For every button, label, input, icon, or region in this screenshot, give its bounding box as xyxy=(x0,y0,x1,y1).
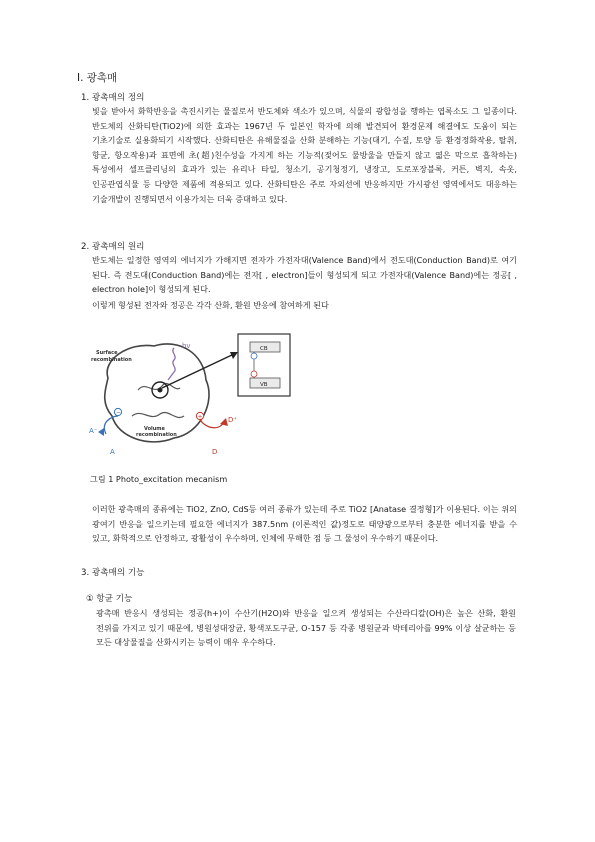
a-minus-label: A⁻ xyxy=(89,427,98,435)
subsection-title-principle: 2. 광촉매의 원리 xyxy=(81,242,145,252)
catalyst-types-paragraph: 이러한 광촉매의 종류에는 TiO2, ZnO, CdS등 여러 종류가 있는데 주로 TiO2 [Anatase 결정형]가 이용된다. 이는 위의 광여기 반응을 일으키는데 필요한 에너지가 387.5nm (이론적인 값)정도로 태양광으로부터 충분한 에너지를 받을 수 있고, 화학적으로 안정하고, 광활성이 우수하며, 인체에 무해한 점 등 그 물성이 우수하기 때문이다. xyxy=(92,504,517,544)
hole-sign: + xyxy=(197,413,203,421)
volume-label: Volume xyxy=(144,426,165,432)
electron-sign: − xyxy=(116,409,122,417)
light-wave xyxy=(168,348,175,380)
cb-label: CB xyxy=(260,346,268,352)
figure-caption: 그림 1 Photo_excitation mecanism xyxy=(90,474,228,484)
surface-label: Surface xyxy=(96,350,118,356)
subsection-title-definition: 1. 광촉매의 정의 xyxy=(81,93,145,103)
d-label: D xyxy=(212,448,218,456)
principle-paragraph-2: 이렇게 형성된 전자와 정공은 각각 산화, 환원 반응에 참여하게 된다 xyxy=(92,300,329,310)
function-item-title: ① 항균 기능 xyxy=(86,594,133,604)
figure-diagram xyxy=(88,330,298,468)
antibacterial-paragraph: 광촉매 반응시 생성되는 정공(h+)이 수산기(H2O)와 반응을 일으켜 생성되는 수산라디칼(OH)은 높은 산화, 환원 전위를 가지고 있기 때문에, 병원성대장균, 황색포도구균, O-157 등 각종 병원균과 박테리아를 99% 이상 살균하는 등 모든 대상물질을 산화시키는 능력이 매우 우수하다. xyxy=(96,608,516,648)
d-plus-label: D⁺ xyxy=(228,416,238,424)
surface-recombination-label: recombination xyxy=(91,357,132,363)
photo-excitation-figure xyxy=(88,330,298,468)
cb-electron-marker xyxy=(251,353,257,359)
vb-label: VB xyxy=(260,382,268,388)
hole-path xyxy=(132,412,184,417)
reduction-arrowhead xyxy=(98,428,104,436)
subsection-title-function: 3. 광촉매의 기능 xyxy=(81,568,145,578)
section-title: Ⅰ. 광촉매 xyxy=(77,72,118,84)
hv-label: hv xyxy=(182,342,191,350)
vb-hole-marker xyxy=(251,371,257,377)
volume-recombination-label: recombination xyxy=(136,432,177,438)
a-label: A xyxy=(110,448,115,456)
excitation-core xyxy=(158,388,163,393)
principle-paragraph: 반도체는 일정한 영역의 에너지가 가해지면 전자가 가전자대(Valence Band)에서 전도대(Conduction Band)로 여기 된다. 즉 전도대(Conduction Band)에는 전자[ , electron]들이 형성되게 되고 가전자대(Valence Band)에는 정공[ , electron hole]이 형성되게 된다. xyxy=(92,255,517,295)
definition-paragraph: 빛을 받아서 화학반응을 촉진시키는 물질로서 반도체와 색소가 있으며, 식물의 광합성을 행하는 엽록소도 그 일종이다. 반도체의 산화티탄(TiO2)에 의한 효과는 1967년 두 일본인 학자에 의해 발견되어 환경문제 해결에도 도움이 되는 기초기술로 실용화되기 시작했다. 산화티탄은 유해물질을 산화 분해하는 기능(대기, 수질, 토양 등 환경정화작용, 탈취, 항균, 항오작용)과 표면에 초(超)친수성을 가지게 하는 기능적(젖어도 물방울을 만들지 않고 엷은 막으로 흡착하는) 특성에서 셀프클리닝의 효과가 있는 유리나 타일, 청소기, 공기청정기, 냉장고, 도로포장블록, 커튼, 벽지, 속옷, 인공관엽식물 등 다양한 제품에 적용되고 있다. 산화티탄은 주로 자외선에 반응하지만 가시광선 영역에서도 대응하는 기술개발이 진행되면서 이용가치는 더욱 증대하고 있다. xyxy=(92,106,517,204)
